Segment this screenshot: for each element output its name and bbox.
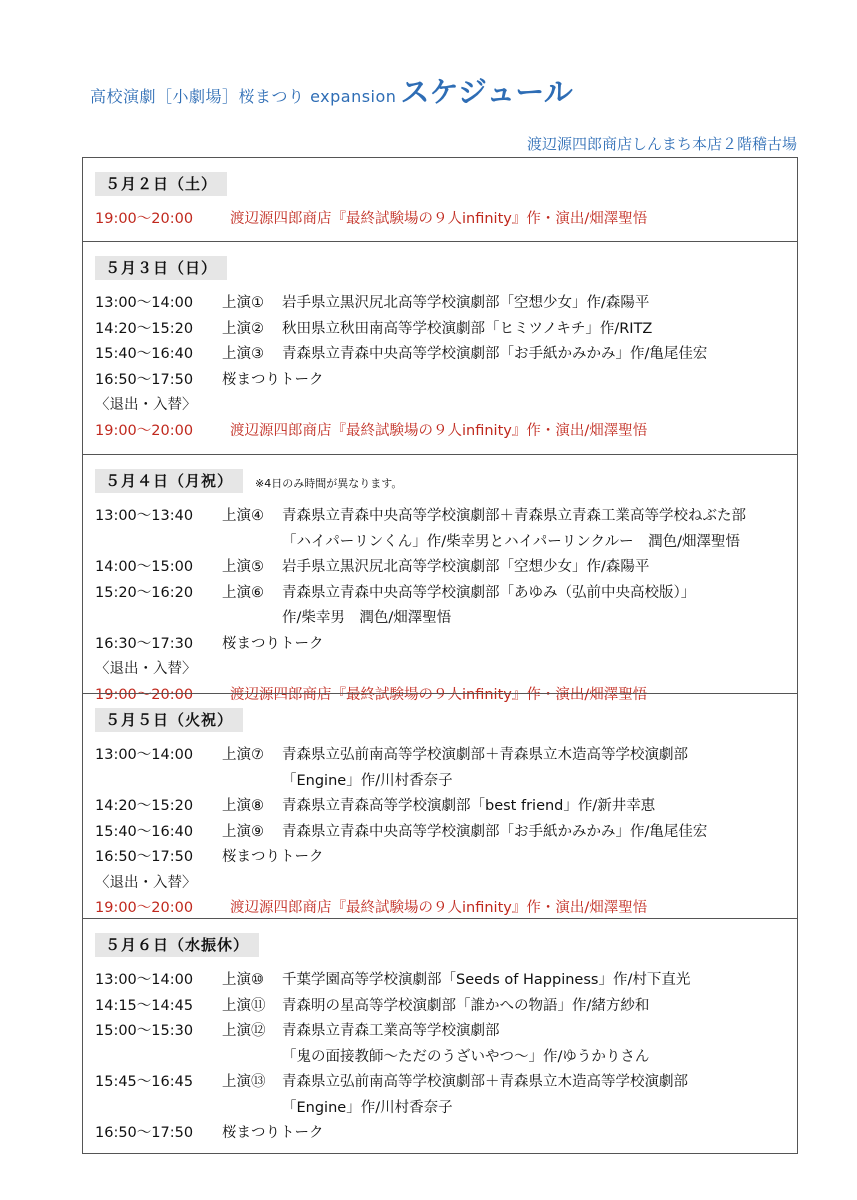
schedule-table <box>82 157 798 1154</box>
time-range: 15:40～16:40 <box>95 823 194 840</box>
time-range: 14:20～15:20 <box>95 320 194 337</box>
interval-note: 〈退出・入替〉 <box>95 397 197 413</box>
performance-desc: 青森県立青森中央高等学校演劇部「お手紙かみかみ」作/亀尾佳宏 <box>282 823 708 840</box>
time-range: 15:00～15:30 <box>95 1023 194 1039</box>
performance-number: 上演⑬ <box>222 1074 266 1090</box>
performance-number: 上演⑩ <box>222 972 264 988</box>
day-label: ５月４日（月祝） <box>95 469 243 493</box>
day-block <box>83 241 797 455</box>
day-block <box>83 158 797 241</box>
time-range: 15:40～16:40 <box>95 346 194 362</box>
performance-number: 上演⑤ <box>222 559 264 575</box>
time-range: 19:00～20:00 <box>95 900 194 916</box>
time-range: 13:00～14:00 <box>95 295 194 311</box>
time-range: 19:00～20:00 <box>95 422 194 439</box>
day-label: ５月２日（土） <box>95 172 227 196</box>
talk-event: 桜まつりトーク <box>222 849 324 865</box>
performance-number: 上演⑦ <box>222 747 264 763</box>
performance-desc: 青森県立青森工業高等学校演劇部 <box>282 1023 500 1039</box>
time-range: 14:00～15:00 <box>95 559 194 575</box>
performance-desc: 青森県立青森中央高等学校演劇部＋青森県立青森工業高等学校ねぶた部 <box>282 508 746 524</box>
time-range: 16:50～17:50 <box>95 1125 194 1141</box>
performance-desc: 岩手県立黒沢尻北高等学校演劇部「空想少女」作/森陽平 <box>282 295 650 311</box>
performance-desc: 青森県立青森中央高等学校演劇部「あゆみ（弘前中央高校版）」 <box>282 584 696 601</box>
title-schedule: スケジュール <box>400 75 573 109</box>
performance-desc: 「ハイパーリンくん」作/柴幸男とハイパーリンクルー 潤色/畑澤聖悟 <box>282 533 740 550</box>
performance-title: 渡辺源四郎商店『最終試験場の９人infinity』作・演出/畑澤聖悟 <box>230 686 648 703</box>
performance-number: 上演③ <box>222 346 264 362</box>
performance-desc: 青森県立弘前南高等学校演劇部＋青森県立木造高等学校演劇部 <box>282 747 688 763</box>
performance-desc: 「鬼の面接教師～ただのうざいやつ～」作/ゆうかりさん <box>282 1048 650 1065</box>
day-label: ５月５日（火祝） <box>95 708 243 732</box>
time-range: 13:00～13:40 <box>95 508 194 524</box>
performance-number: 上演⑧ <box>222 798 264 814</box>
performance-title: 渡辺源四郎商店『最終試験場の９人infinity』作・演出/畑澤聖悟 <box>230 211 648 227</box>
performance-desc: 千葉学園高等学校演劇部「Seeds of Happiness」作/村下直光 <box>282 972 691 988</box>
title-text: 高校演劇［小劇場］桜まつり expansion <box>90 87 397 106</box>
performance-desc: 青森県立弘前南高等学校演劇部＋青森県立木造高等学校演劇部 <box>282 1074 688 1090</box>
performance-desc: 岩手県立黒沢尻北高等学校演劇部「空想少女」作/森陽平 <box>282 559 650 575</box>
venue-text: 渡辺源四郎商店しんまち本店２階稽古場 <box>526 135 797 153</box>
time-range: 19:00～20:00 <box>95 686 194 703</box>
day-block <box>83 693 797 919</box>
time-range: 13:00～14:00 <box>95 972 194 988</box>
time-range: 19:00～20:00 <box>95 211 194 227</box>
performance-number: 上演⑫ <box>222 1023 266 1039</box>
performance-number: 上演⑨ <box>222 823 264 840</box>
interval-note: 〈退出・入替〉 <box>95 661 197 677</box>
performance-desc: 「Engine」作/川村香奈子 <box>282 772 453 789</box>
performance-number: 上演⑥ <box>222 584 264 601</box>
talk-event: 桜まつりトーク <box>222 635 324 652</box>
time-range: 15:20～16:20 <box>95 584 194 601</box>
time-range: 16:50～17:50 <box>95 849 194 865</box>
performance-title: 渡辺源四郎商店『最終試験場の９人infinity』作・演出/畑澤聖悟 <box>230 422 648 439</box>
interval-note: 〈退出・入替〉 <box>95 874 197 891</box>
time-range: 15:45～16:45 <box>95 1074 194 1090</box>
performance-desc: 青森県立青森高等学校演劇部「best friend」作/新井幸恵 <box>282 798 656 814</box>
day-label: ５月６日（水振休） <box>95 933 259 957</box>
performance-number: 上演① <box>222 295 264 311</box>
talk-event: 桜まつりトーク <box>222 1125 324 1141</box>
time-range: 16:30～17:30 <box>95 635 194 652</box>
time-range: 14:20～15:20 <box>95 798 194 814</box>
performance-desc: 作/柴幸男 潤色/畑澤聖悟 <box>282 610 452 626</box>
performance-desc: 青森明の星高等学校演劇部「誰かへの物語」作/緒方紗和 <box>282 997 650 1014</box>
time-range: 13:00～14:00 <box>95 747 194 763</box>
performance-desc: 「Engine」作/川村香奈子 <box>282 1099 453 1116</box>
performance-desc: 秋田県立秋田南高等学校演劇部「ヒミツノキチ」作/RITZ <box>282 320 653 337</box>
time-range: 14:15～14:45 <box>95 997 194 1014</box>
performance-number: 上演② <box>222 320 264 337</box>
day-block <box>83 454 797 703</box>
performance-desc: 青森県立青森中央高等学校演劇部「お手紙かみかみ」作/亀尾佳宏 <box>282 346 708 362</box>
day-note: ※4日のみ時間が異なります。 <box>255 477 403 490</box>
day-block <box>83 918 797 1156</box>
performance-number: 上演⑪ <box>222 997 266 1014</box>
performance-title: 渡辺源四郎商店『最終試験場の９人infinity』作・演出/畑澤聖悟 <box>230 900 648 916</box>
page-title <box>90 70 573 111</box>
day-label: ５月３日（日） <box>95 256 227 280</box>
time-range: 16:50～17:50 <box>95 371 194 388</box>
talk-event: 桜まつりトーク <box>222 371 324 388</box>
performance-number: 上演④ <box>222 508 264 524</box>
